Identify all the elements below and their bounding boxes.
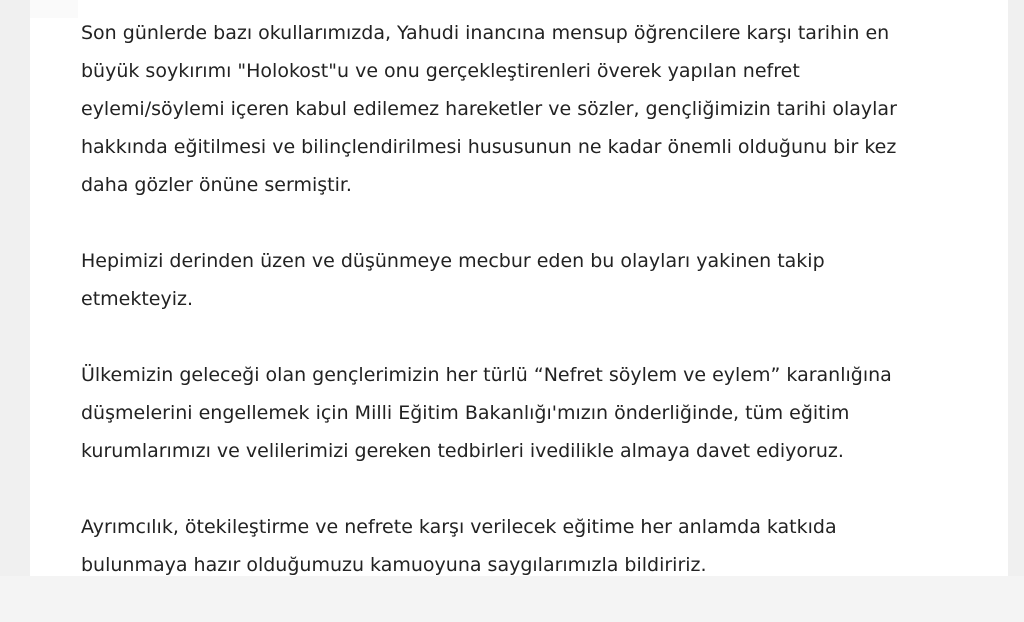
text-line: düşmelerini engellemek için Milli Eğitim Bakanlığı'mızın önderliğinde, tüm eğitim — [81, 402, 850, 424]
text-line: daha gözler önüne sermiştir. — [81, 174, 352, 196]
text-line: kurumlarımızı ve velilerimizi gereken tedbirleri ivedilikle almaya davet ediyoruz. — [81, 440, 844, 462]
text-line: eylemi/söylemi içeren kabul edilemez hareketler ve sözler, gençliğimizin tarihi olaylar — [81, 98, 897, 120]
text-line: bulunmaya hazır olduğumuzu kamuoyuna saygılarımızla bildiririz. — [81, 554, 707, 576]
paragraph-3 — [81, 356, 1011, 470]
text-line: etmekteyiz. — [81, 288, 194, 310]
text-line: Son günlerde bazı okullarımızda, Yahudi inancına mensup öğrencilere karşı tarihin en — [81, 22, 890, 44]
paragraph-1 — [81, 14, 1011, 204]
paragraph-4 — [81, 508, 1011, 584]
text-line: Ülkemizin geleceği olan gençlerimizin her türlü “Nefret söylem ve eylem” karanlığına — [81, 364, 892, 386]
paragraph-2 — [81, 242, 1011, 318]
left-margin — [0, 0, 30, 576]
text-line: büyük soykırımı "Holokost"u ve onu gerçekleştirenleri överek yapılan nefret — [81, 60, 800, 82]
text-line: Hepimizi derinden üzen ve düşünmeye mecbur eden bu olayları yakinen takip — [81, 250, 825, 272]
article-body — [81, 14, 1011, 622]
text-line: Ayrımcılık, ötekileştirme ve nefrete karşı verilecek eğitime her anlamda katkıda — [81, 516, 837, 538]
page-corner — [30, 0, 78, 18]
text-line: hakkında eğitilmesi ve bilinçlendirilmesi hususunun ne kadar önemli olduğunu bir kez — [81, 136, 897, 158]
